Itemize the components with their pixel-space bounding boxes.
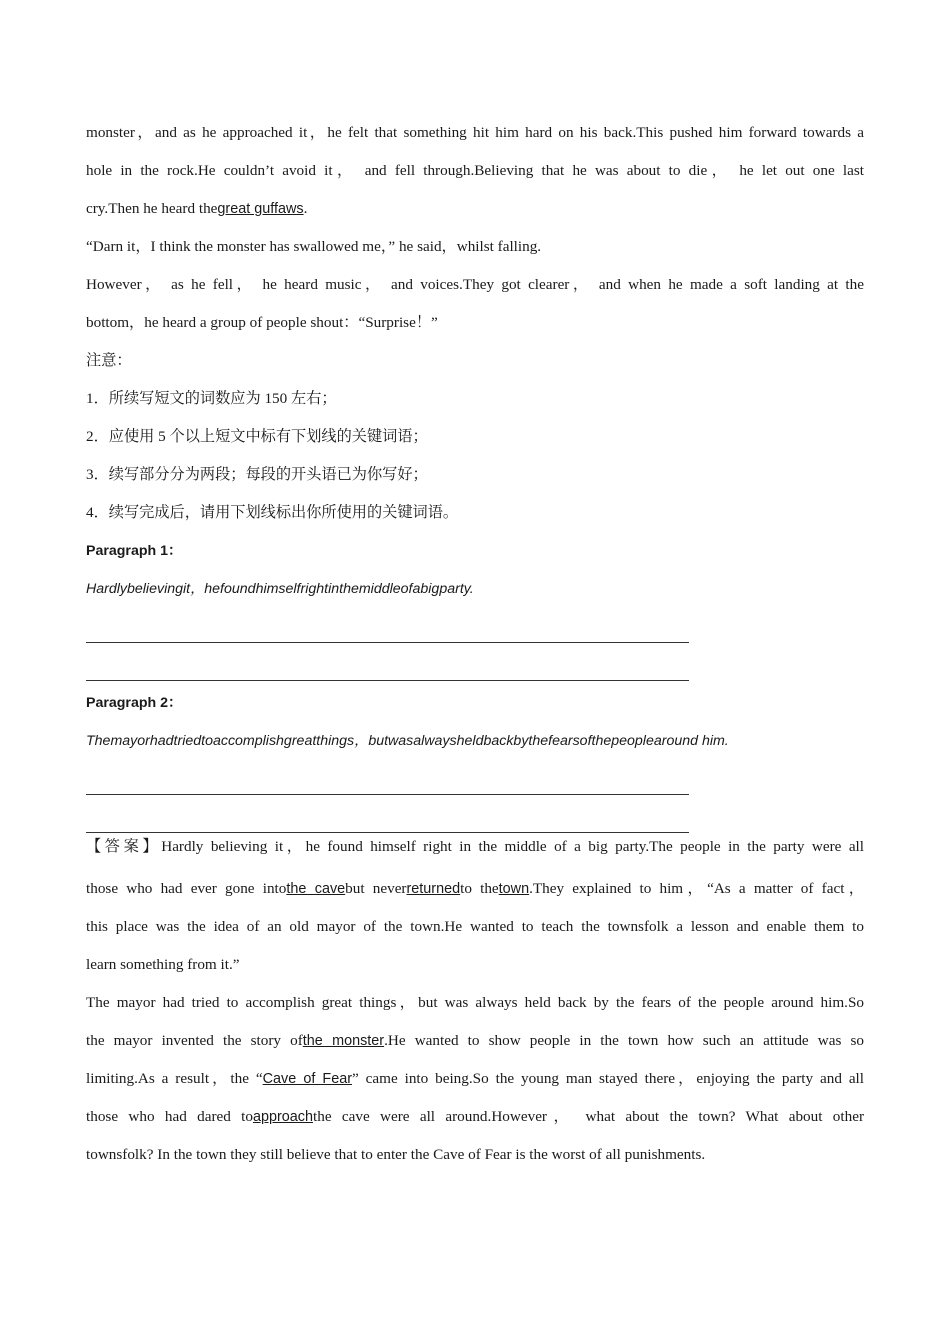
paragraph-2-opening: Themayorhadtriedtoaccomplishgreatthings，butwasalwaysheldbackbythefearsofthepeoplearound him.	[86, 733, 729, 749]
story-text: monster，and as he approached it，he felt that something hit him hard on his back.This pushed him forward towards a	[86, 124, 864, 141]
keyword-underlined: town	[498, 881, 530, 897]
answer-text: ” came into being.So the young man stayed there，enjoying the party and all	[352, 1070, 865, 1087]
answer-text: The mayor had tried to accomplish great things，but was always held back by the fears of the people around him.So	[86, 994, 864, 1011]
story-line	[86, 304, 864, 342]
writing-blank-line[interactable]	[86, 760, 864, 798]
answer-text: 【答案】Hardly believing it，he found himself right in the middle of a big party.The people in the party were all	[86, 838, 864, 855]
answer-line	[86, 908, 864, 946]
answer-text: to the	[460, 880, 499, 897]
answer-line	[86, 1098, 864, 1136]
answer-text: those who had ever gone into	[86, 880, 287, 897]
answer-text: those who had dared to	[86, 1108, 253, 1125]
paragraph-1-label: Paragraph 1：	[86, 543, 183, 559]
notes-title: 注意：	[86, 352, 132, 369]
answer-text: the cave were all around.However， what about the town? What about other	[313, 1108, 864, 1125]
answer-line	[86, 870, 864, 908]
answer-text: this place was the idea of an old mayor of the town.He wanted to teach the townsfolk a lesson and enable them to	[86, 918, 864, 935]
answer-text: .They explained to him，“As a matter of fact，	[529, 880, 864, 897]
answer-text: .He wanted to show people in the town how such an attitude was so	[384, 1032, 864, 1049]
keyword-underlined: returned	[406, 881, 461, 897]
keyword-underlined: Cave of Fear	[262, 1071, 353, 1087]
note-item: 3．续写部分分为两段；每段的开头语已为你写好；	[86, 466, 428, 483]
story-line	[86, 266, 864, 304]
story-text: cry.Then he heard the	[86, 200, 218, 217]
keyword-underlined: the monster	[302, 1033, 385, 1049]
note-item: 1．所续写短文的词数应为 150 左右；	[86, 390, 337, 407]
keyword-underlined: approach	[252, 1109, 313, 1125]
story-text: bottom，he heard a group of people shout：“Surprise！”	[86, 314, 438, 331]
writing-blank-line[interactable]	[86, 608, 864, 646]
paragraph-1-opening: Hardlybelievingit，hefoundhimselfrightinthemiddleofabigparty.	[86, 581, 474, 597]
story-text: .	[303, 200, 308, 217]
answer-text: learn something from it.”	[86, 956, 240, 973]
story-text: However， as he fell， he heard music， and voices.They got clearer， and when he made a soft landing at the	[86, 276, 864, 293]
note-item: 4．续写完成后，请用下划线标出你所使用的关键词语。	[86, 504, 459, 521]
answer-line	[86, 984, 864, 1022]
writing-blank-line[interactable]	[86, 798, 864, 836]
document-page	[86, 114, 864, 1174]
story-text: hole in the rock.He couldn’t avoid it， and fell through.Believing that he was about to die， he let out one last	[86, 162, 864, 179]
keyword-underlined: the cave	[286, 881, 346, 897]
answer-line	[86, 946, 864, 984]
note-item: 2．应使用 5 个以上短文中标有下划线的关键词语；	[86, 428, 428, 445]
answer-line	[86, 1022, 864, 1060]
story-line	[86, 114, 864, 152]
keyword-underlined: great guffaws	[217, 201, 304, 217]
story-line	[86, 152, 864, 190]
paragraph-2-label: Paragraph 2：	[86, 695, 183, 711]
answer-text: but never	[345, 880, 407, 897]
answer-line	[86, 1060, 864, 1098]
answer-line	[86, 1136, 864, 1174]
answer-text: townsfolk? In the town they still believe that to enter the Cave of Fear is the worst of all punishments.	[86, 1146, 706, 1163]
writing-blank-line[interactable]	[86, 646, 864, 684]
answer-text: the mayor invented the story of	[86, 1032, 303, 1049]
answer-line	[86, 832, 864, 862]
answer-text: limiting.As a result，the “	[86, 1070, 263, 1087]
story-line	[86, 190, 864, 228]
story-text: “Darn it，I think the monster has swallowed me，” he said，whilst falling.	[86, 238, 542, 255]
story-line	[86, 228, 864, 266]
